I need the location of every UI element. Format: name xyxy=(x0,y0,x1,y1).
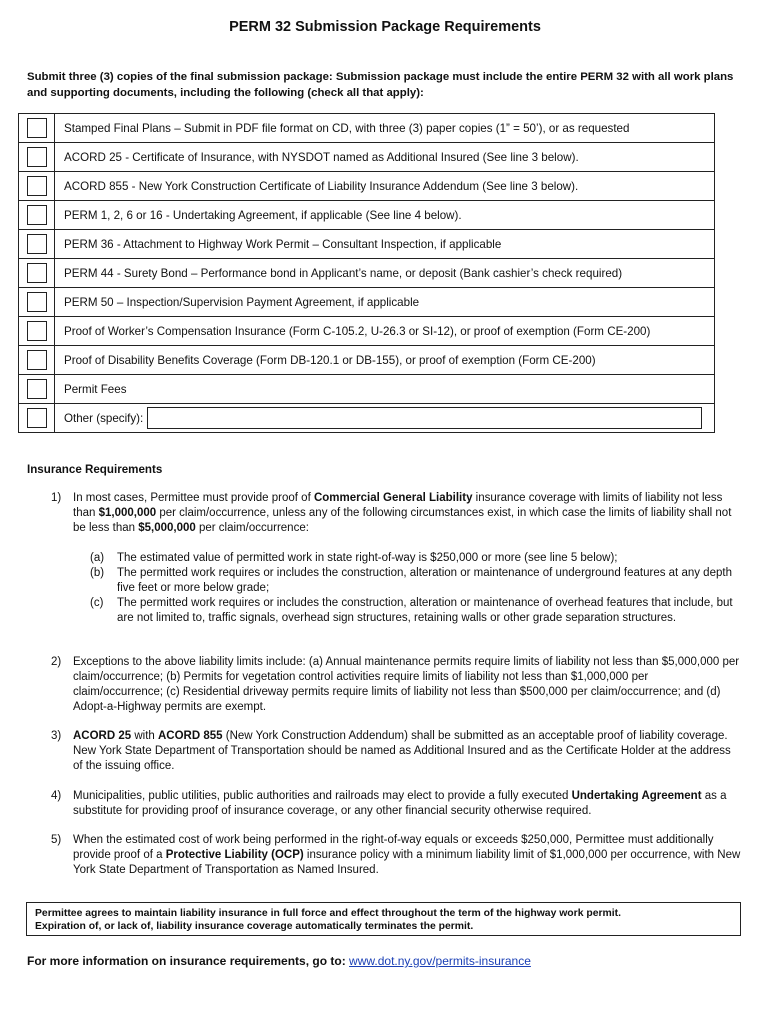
checklist-checkbox[interactable] xyxy=(27,263,47,283)
checklist-row xyxy=(19,201,715,230)
checklist-checkbox[interactable] xyxy=(27,379,47,399)
notice-line-2: Expiration of, or lack of, liability insurance coverage automatically terminates the permit. xyxy=(35,921,474,932)
requirement-number: 1) xyxy=(51,492,62,504)
checklist-row xyxy=(19,114,715,143)
insurance-link[interactable]: www.dot.ny.gov/permits-insurance xyxy=(349,954,531,968)
checkbox-other[interactable] xyxy=(27,408,47,428)
requirement-1: 1) In most cases, Permittee must provide proof of Commercial General Liability insurance coverage with limits of liability not less than $1,000,000 per claim/occurrence, unless any of the following circumstances exist, in which case the limits of liability shall not be less than $5,000,000 per claim/occurrence: xyxy=(51,492,732,534)
submission-checklist xyxy=(18,113,715,433)
insurance-heading: Insurance Requirements xyxy=(27,463,163,476)
checklist-row xyxy=(19,230,715,259)
more-info-footer: For more information on insurance requirements, go to: www.dot.ny.gov/permits-insurance xyxy=(27,954,531,968)
checklist-label: ACORD 25 - Certificate of Insurance, with NYSDOT named as Additional Insured (See line 3 below). xyxy=(55,143,715,172)
checklist-checkbox[interactable] xyxy=(27,118,47,138)
checklist-checkbox[interactable] xyxy=(27,147,47,167)
checklist-row xyxy=(19,288,715,317)
checklist-row xyxy=(19,172,715,201)
checklist-row xyxy=(19,143,715,172)
requirement-2: 2) Exceptions to the above liability limits include: (a) Annual maintenance permits require limits of liability not less than $5,000,000 per claim/occurrence; (b) Permits for vegetation control activities require limits of liability not less than $1,000,000 per claim/occurrence; (c) Residential driveway permits require limits of liability not less than $500,000 per claim/occurrence; and (d) Adopt-a-Highway permits are exempt. xyxy=(51,656,740,713)
checklist-label: Stamped Final Plans – Submit in PDF file format on CD, with three (3) paper copies (1” = 50’), or as requested xyxy=(55,114,715,143)
requirement-1b: (b) The permitted work requires or includes the construction, alteration or maintenance of underground features at any depth five feet or more below grade; xyxy=(90,567,732,594)
checklist-row xyxy=(19,346,715,375)
requirement-1c: (c) The permitted work requires or includes the construction, alteration or maintenance of overhead features that include, but are not limited to, traffic signals, overhead sign structures, retaining walls or other grade separation structures. xyxy=(90,597,733,624)
checklist-checkbox[interactable] xyxy=(27,321,47,341)
checklist-row-other xyxy=(19,404,715,433)
requirement-3: 3) ACORD 25 with ACORD 855 (New York Construction Addendum) shall be submitted as an acceptable proof of liability coverage. New York State Department of Transportation should be named as Additional Insured and as the Certificate Holder at the address of the issuing office. xyxy=(51,730,731,772)
insurance-notice-box xyxy=(26,902,741,936)
notice-line-1: Permittee agrees to maintain liability insurance in full force and effect throughout the term of the highway work permit. xyxy=(35,908,622,919)
checklist-checkbox[interactable] xyxy=(27,292,47,312)
checklist-label: Proof of Disability Benefits Coverage (Form DB-120.1 or DB-155), or proof of exemption (Form CE-200) xyxy=(55,346,715,375)
requirement-1a: (a) The estimated value of permitted work in state right-of-way is $250,000 or more (see line 5 below); xyxy=(90,552,618,564)
checklist-label: PERM 1, 2, 6 or 16 - Undertaking Agreement, if applicable (See line 4 below). xyxy=(55,201,715,230)
checklist-checkbox[interactable] xyxy=(27,176,47,196)
requirement-4: 4) Municipalities, public utilities, public authorities and railroads may elect to provide a fully executed Undertaking Agreement as a substitute for providing proof of insurance coverage, or any other financial security otherwise required. xyxy=(51,790,727,817)
checklist-row xyxy=(19,317,715,346)
page-title: PERM 32 Submission Package Requirements xyxy=(229,19,541,35)
footer-text: For more information on insurance requirements, go to xyxy=(27,954,342,968)
checklist-checkbox[interactable] xyxy=(27,234,47,254)
checklist-row xyxy=(19,259,715,288)
checklist-checkbox[interactable] xyxy=(27,350,47,370)
checklist-label: PERM 50 – Inspection/Supervision Payment Agreement, if applicable xyxy=(55,288,715,317)
intro-text: Submit three (3) copies of the final submission package: Submission package must include the entire PERM 32 with all work plans and supporting documents, including the following (check all that apply): xyxy=(27,71,734,99)
checklist-checkbox[interactable] xyxy=(27,205,47,225)
other-specify-field[interactable] xyxy=(147,407,702,429)
checklist-label: PERM 36 - Attachment to Highway Work Permit – Consultant Inspection, if applicable xyxy=(55,230,715,259)
other-label: Other (specify): xyxy=(64,411,144,425)
checklist-label: PERM 44 - Surety Bond – Performance bond in Applicant’s name, or deposit (Bank cashier’s check required) xyxy=(55,259,715,288)
checklist-label: ACORD 855 - New York Construction Certificate of Liability Insurance Addendum (See line 3 below). xyxy=(55,172,715,201)
checklist-row xyxy=(19,375,715,404)
checklist-label: Proof of Worker’s Compensation Insurance (Form C-105.2, U-26.3 or SI-12), or proof of exemption (Form CE-200) xyxy=(55,317,715,346)
requirement-5: 5) When the estimated cost of work being performed in the right-of-way equals or exceeds $250,000, Permittee must additionally provide proof of a Protective Liability (OCP) insurance policy with a minimum liability limit of $1,000,000 per occurrence, with New York State Department of Transportation as Named Insured. xyxy=(51,834,741,876)
checklist-label: Permit Fees xyxy=(55,375,715,404)
